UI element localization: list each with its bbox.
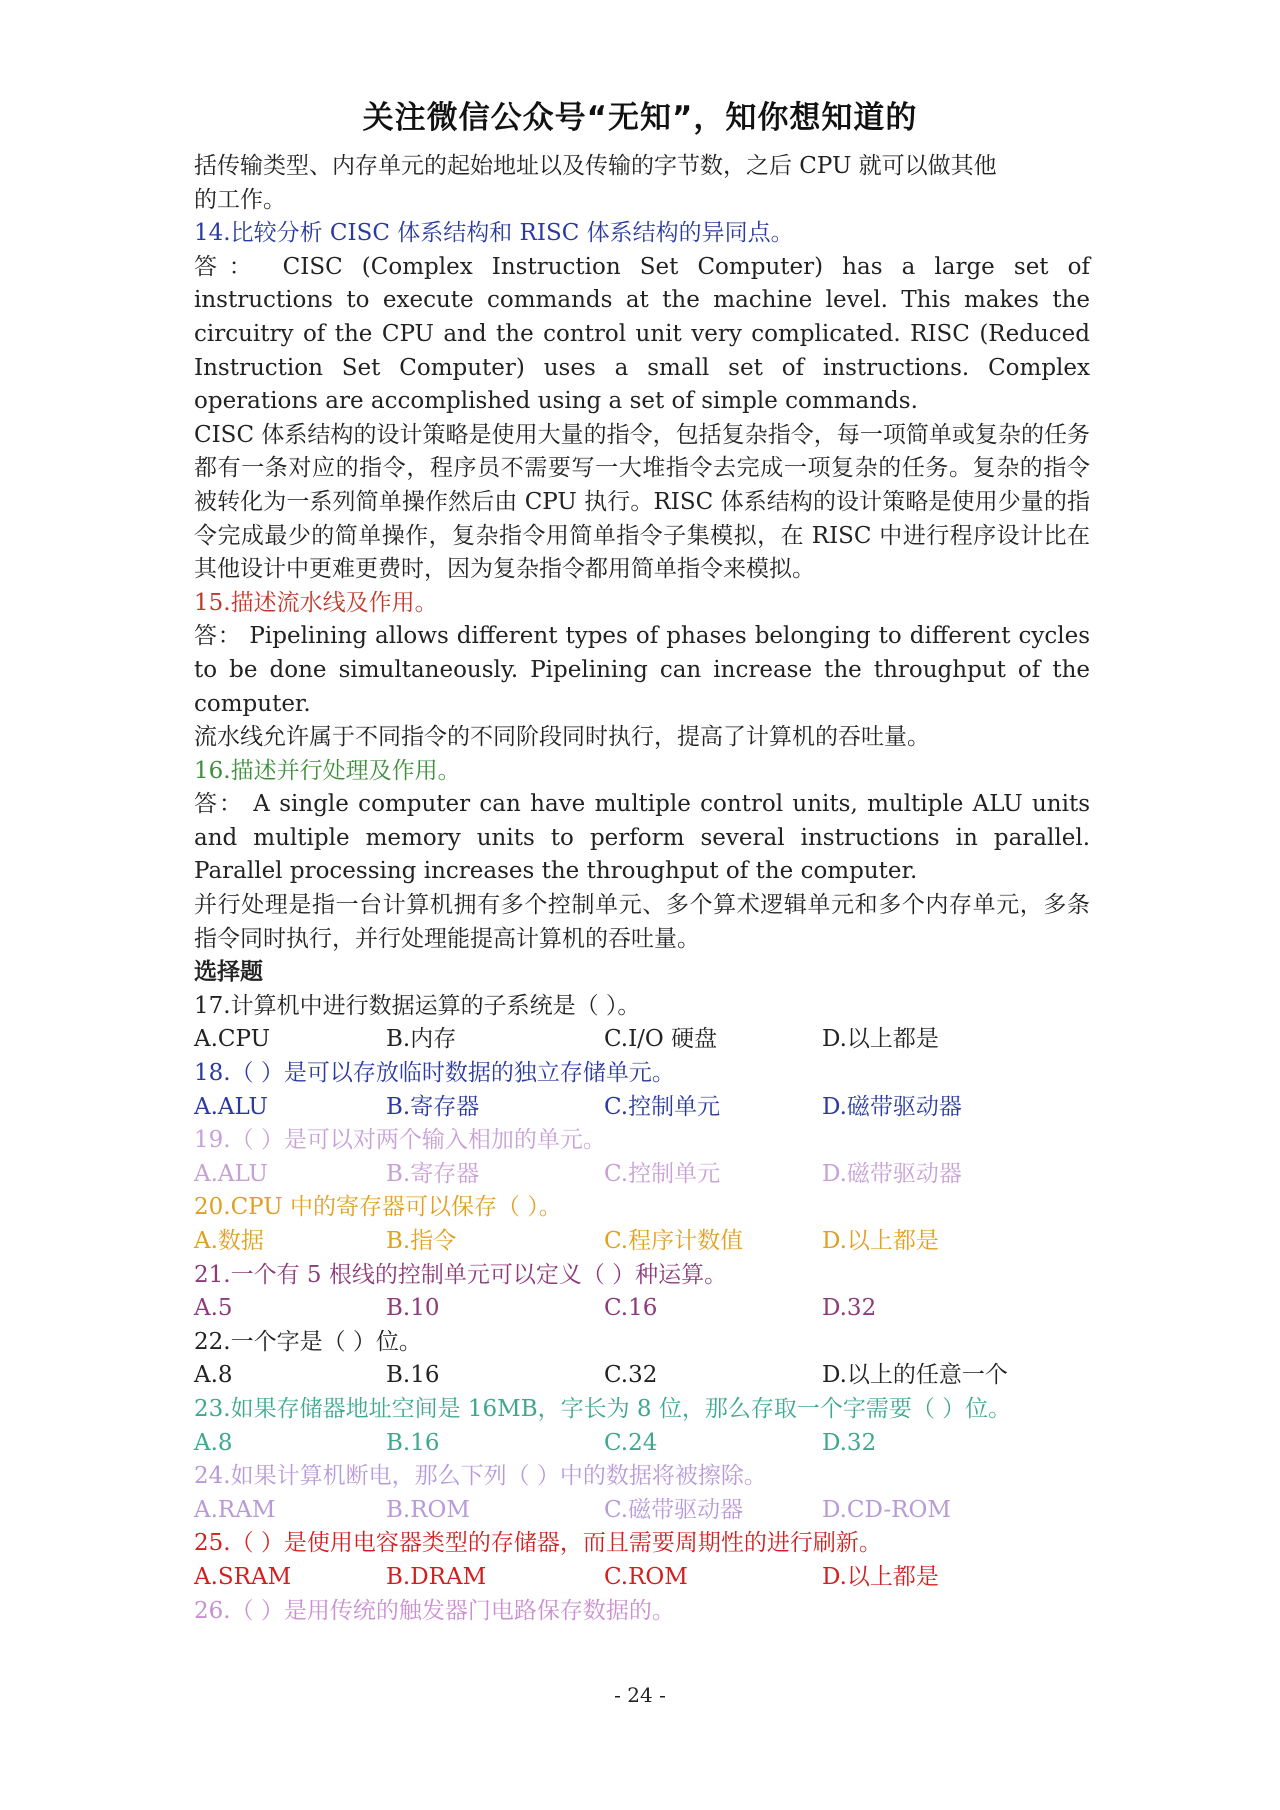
section-title: 选择题 [194,959,263,986]
q23-options [194,1427,1090,1461]
q20-option-c: C.程序计数值 [604,1228,744,1254]
q20-option-d: D.以上都是 [822,1228,939,1254]
q15-question: 15.描述流水线及作用。 [194,589,438,616]
q24-option-c: C.磁带驱动器 [604,1496,744,1523]
q23-question: 23.如果存储器地址空间是 16MB，字长为 8 位，那么存取一个字需要（ ）位。 [194,1395,1012,1422]
q18-option-c: C.控制单元 [604,1093,721,1120]
q22-option-c: C.32 [604,1362,658,1389]
q19-option-c: C.控制单元 [604,1160,721,1187]
q15-answer-en: 答： Pipelining allows different types of phases belonging to different cycles to be done simultaneously. Pipelining can increase the throughput of the computer. [194,623,1090,717]
q19-options [194,1158,1090,1192]
q25-question: 25.（ ）是使用电容器类型的存储器，而且需要周期性的进行刷新。 [194,1530,882,1557]
q17-option-c: C.I/O 硬盘 [604,1026,718,1053]
q18-options [194,1091,1090,1125]
q19-option-d: D.磁带驱动器 [822,1160,962,1187]
q14-answer-en: 答： CISC (Complex Instruction Set Computer) has a large set of instructions to execute commands at the machine level. This makes the circuitry of the CPU and the control unit very complicated. RISC (Reduced Instruction Set Computer) uses a small set of instructions. Complex operations are accomplished using a set of simple commands. [194,253,1090,415]
q22-options [194,1359,1090,1393]
q25-option-b: B.DRAM [386,1563,487,1590]
q16-answer-en: 答： A single computer can have multiple control units, multiple ALU units and multiple memory units to perform several instructions in parallel. Parallel processing increases the throughput of the computer. [194,791,1090,885]
q17-option-b: B.内存 [386,1026,457,1053]
q23-option-d: D.32 [822,1429,877,1456]
q20-question: 20.CPU 中的寄存器可以保存（ ）。 [194,1194,562,1221]
q20-option-a: A.数据 [194,1228,264,1254]
q14-question: 14.比较分析 CISC 体系结构和 RISC 体系结构的异同点。 [194,220,794,247]
intro-line-1: 括传输类型、内存单元的起始地址以及传输的字节数，之后 CPU 就可以做其他 [194,153,997,179]
q17-options [194,1023,1090,1057]
q22-option-b: B.16 [386,1362,440,1389]
q23-option-b: B.16 [386,1429,440,1456]
q24-option-a: A.RAM [194,1496,276,1523]
q21-question: 21.一个有 5 根线的控制单元可以定义（ ）种运算。 [194,1261,728,1288]
q16-answer-cn: 并行处理是指一台计算机拥有多个控制单元、多个算术逻辑单元和多个内存单元，多条指令同时执行，并行处理能提高计算机的吞吐量。 [194,892,1090,952]
q18-option-d: D.磁带驱动器 [822,1093,962,1120]
page-number: - 24 - [614,1683,666,1707]
q21-options [194,1292,1090,1326]
q22-question: 22.一个字是（ ）位。 [194,1328,422,1355]
q19-option-b: B.寄存器 [386,1160,480,1187]
intro-line-2: 的工作。 [194,186,286,213]
q24-option-b: B.ROM [386,1496,470,1523]
q14-answer-cn: CISC 体系结构的设计策略是使用大量的指令，包括复杂指令，每一项简单或复杂的任务都有一条对应的指令，程序员不需要写一大堆指令去完成一项复杂的任务。复杂的指令被转化为一系列简单操作然后由 CPU 执行。RISC 体系结构的设计策略是使用少量的指令完成最少的简单操作，复杂指令用简单指令子集模拟，在 RISC 中进行程序设计比在其他设计中更难更费时，因为复杂指令都用简单指令来模拟。 [194,421,1090,583]
q17-option-d: D.以上都是 [822,1026,939,1053]
q21-option-b: B.10 [386,1295,440,1322]
q21-option-a: A.5 [194,1295,233,1322]
q18-option-b: B.寄存器 [386,1093,480,1120]
q22-option-a: A.8 [194,1362,233,1389]
q23-option-a: A.8 [194,1429,233,1456]
q25-option-d: D.以上都是 [822,1563,939,1590]
q17-option-a: A.CPU [194,1026,270,1053]
q25-options [194,1561,1090,1595]
q24-question: 24.如果计算机断电，那么下列（ ）中的数据将被擦除。 [194,1463,767,1490]
q20-options [194,1225,1090,1259]
q15-answer-cn: 流水线允许属于不同指令的不同阶段同时执行，提高了计算机的吞吐量。 [194,724,930,751]
q19-option-a: A.ALU [194,1160,268,1187]
q25-option-a: A.SRAM [194,1563,292,1590]
q16-question: 16.描述并行处理及作用。 [194,757,461,784]
q26-question: 26.（ ）是用传统的触发器门电路保存数据的。 [194,1597,675,1624]
q24-options [194,1494,1090,1528]
q25-option-c: C.ROM [604,1563,688,1590]
q23-option-c: C.24 [604,1429,658,1456]
page-content [194,150,1090,1628]
q17-question: 17.计算机中进行数据运算的子系统是（ ）。 [194,992,641,1019]
q19-question: 19.（ ）是可以对两个输入相加的单元。 [194,1127,606,1154]
page-header: 关注微信公众号“无知”，知你想知道的 [362,100,918,136]
q21-option-d: D.32 [822,1295,877,1322]
q20-option-b: B.指令 [386,1228,457,1254]
q24-option-d: D.CD-ROM [822,1496,951,1523]
q18-question: 18.（ ）是可以存放临时数据的独立存储单元。 [194,1060,675,1087]
q22-option-d: D.以上的任意一个 [822,1362,1008,1389]
q21-option-c: C.16 [604,1295,658,1322]
q18-option-a: A.ALU [194,1093,268,1120]
